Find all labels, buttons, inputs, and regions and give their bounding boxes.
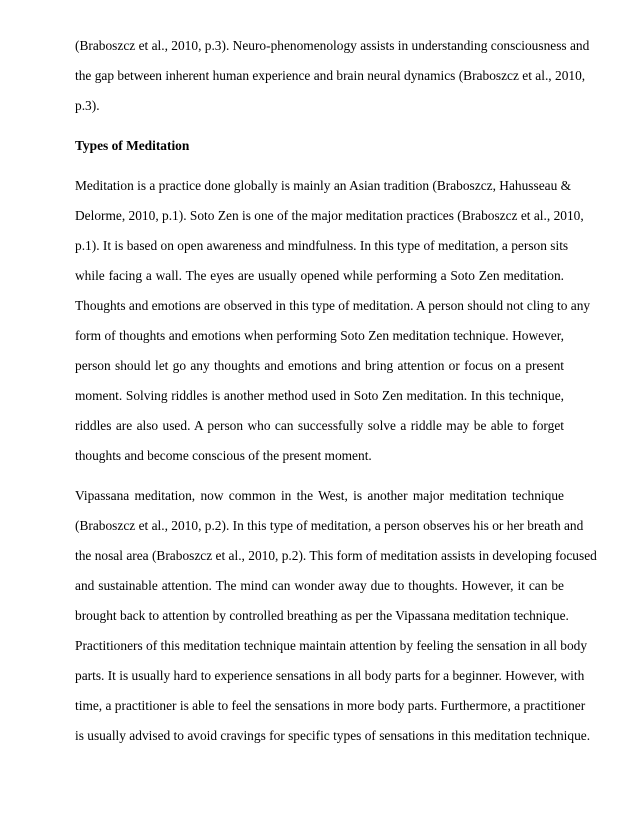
section-heading: Types of Meditation (75, 138, 190, 153)
text-line: brought back to attention by controlled breathing as per the Vipassana meditation technique. (75, 608, 569, 623)
paragraph-vipassana (75, 486, 597, 756)
text-line: riddles are also used. A person who can successfully solve a riddle may be able to forget (75, 418, 564, 433)
paragraph-neuro-phenomenology (75, 36, 590, 126)
text-line: p.1). It is based on open awareness and mindfulness. In this type of meditation, a person sits (75, 238, 569, 253)
text-line: p.3). (75, 98, 100, 113)
text-line: Delorme, 2010, p.1). Soto Zen is one of the major meditation practices (Braboszcz et al., 2010, (75, 208, 584, 223)
text-line: time, a practitioner is able to feel the sensations in more body parts. Furthermore, a practitioner (75, 698, 586, 713)
text-line: (Braboszcz et al., 2010, p.3). Neuro-phenomenology assists in understanding consciousness and (75, 38, 590, 53)
text-line: thoughts and become conscious of the present moment. (75, 448, 372, 463)
text-line: is usually advised to avoid cravings for specific types of sensations in this meditation technique. (75, 728, 591, 743)
text-line: moment. Solving riddles is another method used in Soto Zen meditation. In this technique, (75, 388, 564, 403)
text-line: while facing a wall. The eyes are usually opened while performing a Soto Zen meditation. (75, 268, 564, 283)
document-page (75, 36, 597, 756)
text-line: and sustainable attention. The mind can wonder away due to thoughts. However, it can be (75, 578, 564, 593)
text-line: the nosal area (Braboszcz et al., 2010, p.2). This form of meditation assists in developing focused (75, 548, 597, 563)
text-line: the gap between inherent human experience and brain neural dynamics (Braboszcz et al., 2010, (75, 68, 586, 83)
text-line: Meditation is a practice done globally is mainly an Asian tradition (Braboszcz, Hahusseau & (75, 178, 572, 193)
text-line: (Braboszcz et al., 2010, p.2). In this type of meditation, a person observes his or her breath and (75, 518, 584, 533)
text-line: person should let go any thoughts and emotions and bring attention or focus on a present (75, 358, 564, 373)
text-line: parts. It is usually hard to experience sensations in all body parts for a beginner. However, with (75, 668, 585, 683)
paragraph-soto-zen (75, 176, 591, 476)
text-line: Thoughts and emotions are observed in this type of meditation. A person should not cling to any (75, 298, 591, 313)
text-line: Vipassana meditation, now common in the West, is another major meditation technique (75, 488, 564, 503)
text-line: Practitioners of this meditation technique maintain attention by feeling the sensation in all body (75, 638, 588, 653)
text-line: form of thoughts and emotions when performing Soto Zen meditation technique. However, (75, 328, 564, 343)
